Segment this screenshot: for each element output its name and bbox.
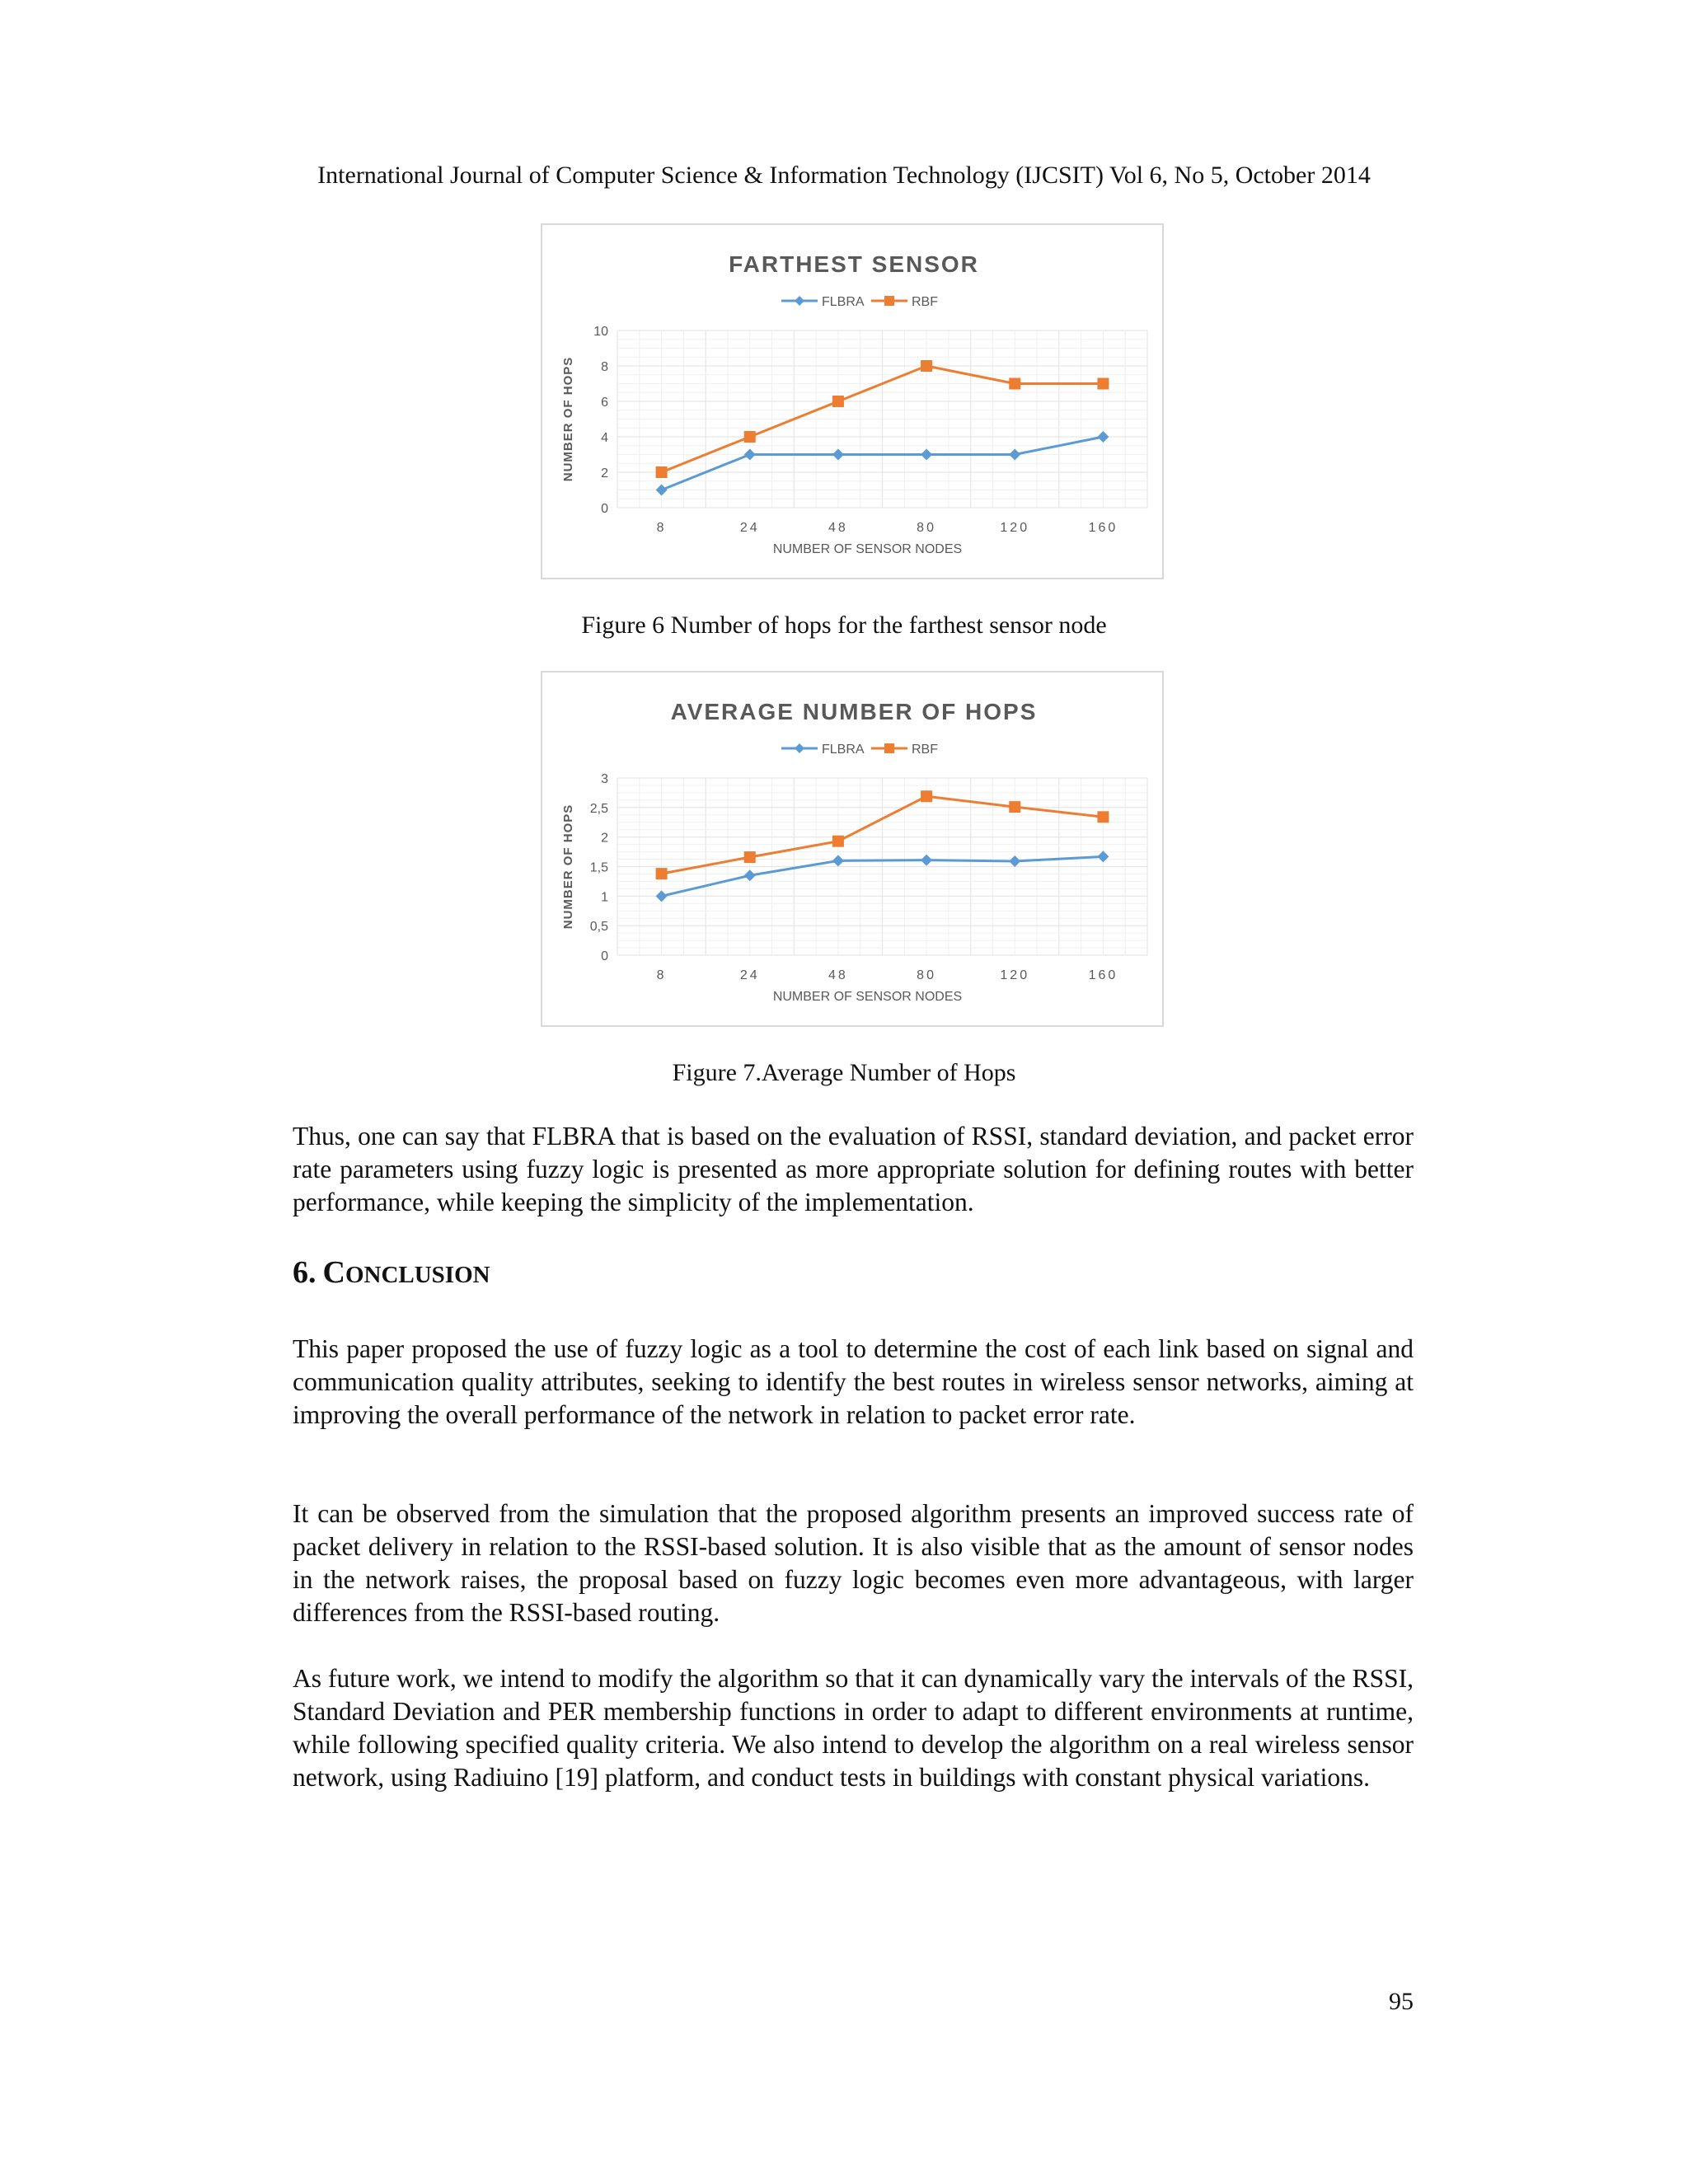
legend-label-flbra: FLBRA (822, 295, 865, 309)
data-point-flbra (1097, 851, 1109, 862)
y-tick-label: 2,5 (589, 801, 608, 816)
x-tick-label: 120 (1000, 968, 1030, 982)
legend-label-flbra: FLBRA (822, 743, 865, 757)
y-tick-label: 0,5 (589, 920, 608, 935)
legend-marker-flbra (795, 296, 804, 306)
y-axis-label: NUMBER OF HOPS (561, 356, 575, 482)
x-tick-label: 48 (828, 521, 848, 535)
data-point-rbf (1097, 378, 1109, 390)
data-point-rbf (656, 868, 668, 879)
x-tick-label: 24 (739, 968, 760, 982)
data-point-flbra (656, 485, 668, 496)
data-point-rbf (832, 836, 844, 847)
y-tick-label: 4 (601, 431, 608, 445)
x-tick-label: 80 (917, 521, 936, 535)
figure-7-svg (542, 673, 1165, 1029)
x-tick-label: 8 (656, 968, 667, 982)
data-point-flbra (1009, 449, 1020, 461)
section-number: 6. (293, 1255, 316, 1290)
data-point-flbra (832, 449, 844, 461)
x-tick-label: 8 (656, 521, 667, 535)
data-point-flbra (656, 890, 668, 902)
section-rest: ONCLUSION (345, 1262, 490, 1288)
figure-6-chart (541, 223, 1164, 579)
data-point-flbra (1097, 431, 1109, 443)
data-point-rbf (921, 360, 932, 372)
x-tick-label: 24 (739, 521, 760, 535)
section-first-letter: C (322, 1255, 345, 1290)
chart-title: FARTHEST SENSOR (729, 251, 979, 277)
figure-7-caption: Figure 7.Average Number of Hops (672, 1059, 1016, 1086)
conclusion-paragraph-1: This paper proposed the use of fuzzy logic as a tool to determine the cost of each link based on signal and communication quality attributes, seeking to identify the best routes in wireless sensor networks, aiming at improving the overall performance of the network in relation to packet error rate. (293, 1334, 1414, 1429)
data-point-rbf (1009, 801, 1020, 813)
chart-title: AVERAGE NUMBER OF HOPS (670, 699, 1038, 724)
y-tick-label: 1,5 (589, 860, 608, 875)
y-tick-label: 2 (601, 831, 608, 846)
legend-marker-flbra (795, 743, 804, 753)
data-point-flbra (921, 855, 932, 866)
y-axis-label: NUMBER OF HOPS (561, 804, 575, 930)
figure-6-svg (542, 225, 1165, 581)
data-point-rbf (1009, 378, 1020, 390)
x-tick-label: 48 (828, 968, 848, 982)
conclusion-paragraph-3: As future work, we intend to modify the algorithm so that it can dynamically vary the intervals of the RSSI, Standard Deviation and PER membership functions in order to adapt to different environments at runtime, while following specified quality criteria. We also intend to develop the algorithm on a real wireless sensor network, using Radiuino [19] platform, and conduct tests in buildings with constant physical variations. (293, 1664, 1414, 1792)
data-point-flbra (1009, 855, 1020, 867)
y-tick-label: 8 (601, 360, 608, 374)
legend-marker-rbf (884, 296, 894, 306)
data-point-flbra (744, 869, 756, 881)
data-point-rbf (832, 396, 844, 407)
y-tick-label: 1 (601, 890, 608, 905)
y-tick-label: 2 (601, 466, 608, 480)
data-point-flbra (832, 855, 844, 866)
page-number: 95 (1389, 1988, 1414, 2015)
conclusion-paragraph-2: It can be observed from the simulation that the proposed algorithm presents an improved success rate of packet delivery in relation to the RSSI-based solution. It is also visible that as the amount of sensor nodes in the network raises, the proposal based on fuzzy logic becomes even more advantageous, with larger differences from the RSSI-based routing. (293, 1499, 1414, 1627)
data-point-rbf (744, 431, 756, 443)
figure-7-chart (541, 671, 1164, 1027)
data-point-flbra (921, 449, 932, 461)
y-tick-label: 0 (601, 502, 608, 516)
journal-header: International Journal of Computer Science & Information Technology (IJCSIT) Vol 6, No 5, October 2014 (317, 162, 1371, 189)
legend-label-rbf: RBF (912, 743, 938, 757)
y-tick-label: 0 (601, 949, 608, 963)
figure-6-caption: Figure 6 Number of hops for the farthest sensor node (581, 612, 1107, 639)
x-tick-label: 160 (1088, 968, 1118, 982)
x-tick-label: 160 (1088, 521, 1118, 535)
data-point-rbf (744, 851, 756, 863)
legend-marker-rbf (884, 743, 894, 753)
y-tick-label: 6 (601, 396, 608, 410)
x-axis-label: NUMBER OF SENSOR NODES (772, 990, 963, 1004)
y-tick-label: 10 (593, 325, 608, 339)
data-point-rbf (656, 466, 668, 478)
intro-paragraph: Thus, one can say that FLBRA that is based on the evaluation of RSSI, standard deviation, and packet error rate parameters using fuzzy logic is presented as more appropriate solution for defining routes with better performance, while keeping the simplicity of the implementation. (293, 1122, 1414, 1216)
x-tick-label: 80 (917, 968, 936, 982)
data-point-flbra (744, 449, 756, 461)
legend-label-rbf: RBF (912, 295, 938, 309)
data-point-rbf (921, 790, 932, 802)
section-heading-conclusion (293, 1254, 490, 1291)
data-point-rbf (1097, 811, 1109, 823)
x-axis-label: NUMBER OF SENSOR NODES (772, 542, 963, 556)
y-tick-label: 3 (601, 772, 608, 786)
x-tick-label: 120 (1000, 521, 1030, 535)
